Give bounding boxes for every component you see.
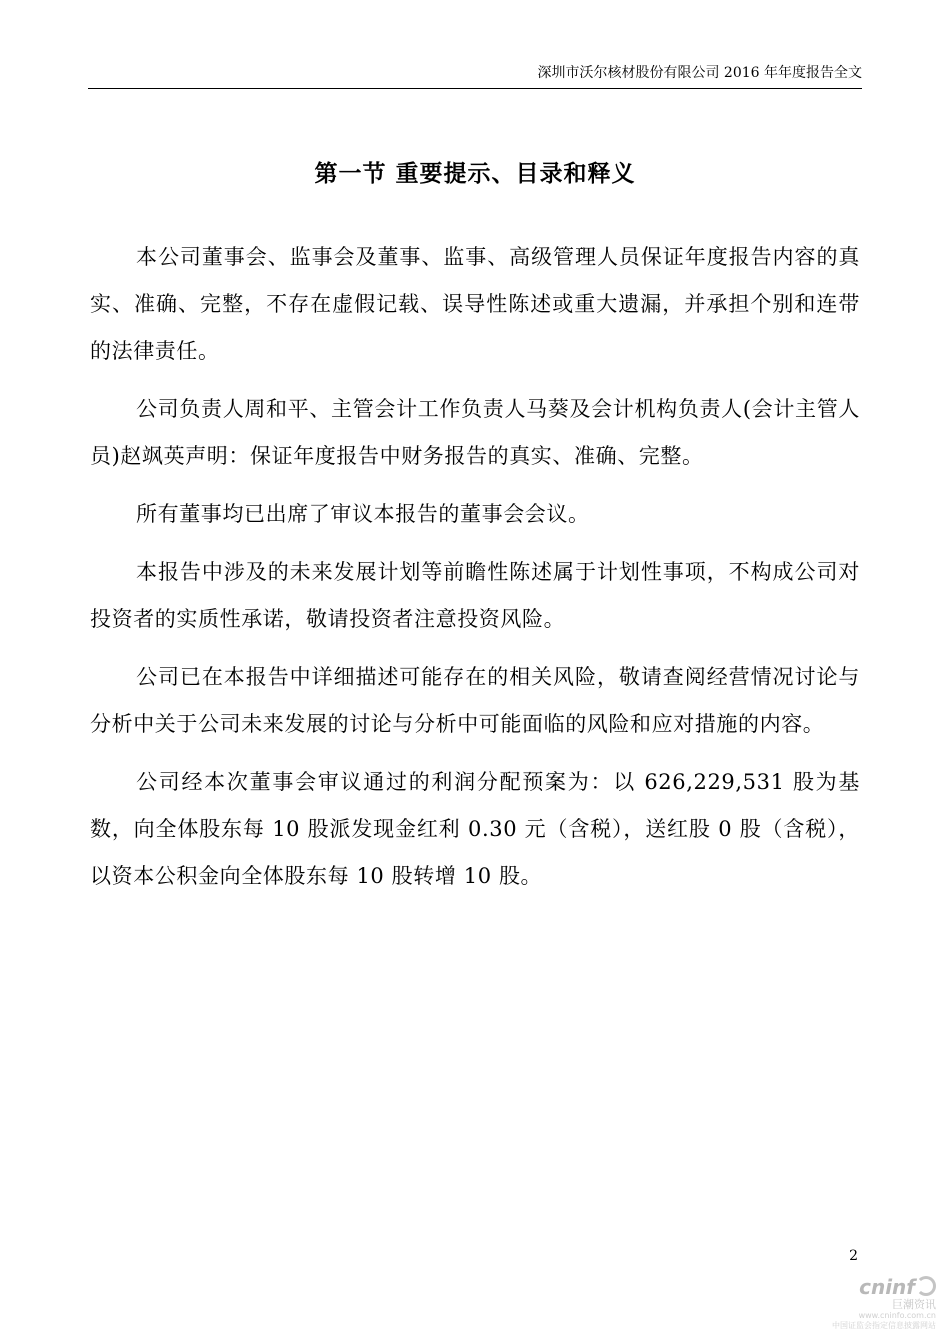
cninfo-name: 巨潮资讯 bbox=[892, 1298, 936, 1311]
cninfo-logo bbox=[816, 1276, 936, 1298]
paragraph-profit-distribution: 公司经本次董事会审议通过的利润分配预案为：以 626,229,531 股为基数，向全体股东每 10 股派发现金红利 0.30 元（含税），送红股 0 股（含税），以资本公积金向全体股东每 10 股转增 10 股。 bbox=[90, 770, 860, 888]
running-header: 深圳市沃尔核材股份有限公司 2016 年年度报告全文 bbox=[537, 65, 862, 81]
section-title: 第一节 重要提示、目录和释义 bbox=[314, 161, 636, 187]
cninfo-tagline: 中国证监会指定信息披露网站 bbox=[832, 1321, 936, 1330]
paragraph-officer-declaration: 公司负责人周和平、主管会计工作负责人马葵及会计机构负责人(会计主管人员)赵飒英声明：保证年度报告中财务报告的真实、准确、完整。 bbox=[90, 397, 860, 468]
paragraph-risk-notice: 公司已在本报告中详细描述可能存在的相关风险，敬请查阅经营情况讨论与分析中关于公司未来发展的讨论与分析中可能面临的风险和应对措施的内容。 bbox=[90, 665, 860, 736]
swirl-icon bbox=[916, 1276, 936, 1296]
paragraph-board-attendance: 所有董事均已出席了审议本报告的董事会会议。 bbox=[136, 502, 590, 526]
cninfo-logo-text: cninf bbox=[859, 1275, 915, 1299]
cninfo-url: www.cninfo.com.cn bbox=[858, 1311, 936, 1320]
document-body bbox=[90, 234, 860, 911]
cninfo-watermark bbox=[816, 1276, 936, 1338]
page-number: 2 bbox=[849, 1248, 858, 1264]
paragraph-responsibility-statement: 本公司董事会、监事会及董事、监事、高级管理人员保证年度报告内容的真实、准确、完整，不存在虚假记载、误导性陈述或重大遗漏，并承担个别和连带的法律责任。 bbox=[90, 245, 860, 363]
header-divider bbox=[88, 88, 862, 89]
paragraph-forward-looking: 本报告中涉及的未来发展计划等前瞻性陈述属于计划性事项，不构成公司对投资者的实质性承诺，敬请投资者注意投资风险。 bbox=[90, 560, 860, 631]
